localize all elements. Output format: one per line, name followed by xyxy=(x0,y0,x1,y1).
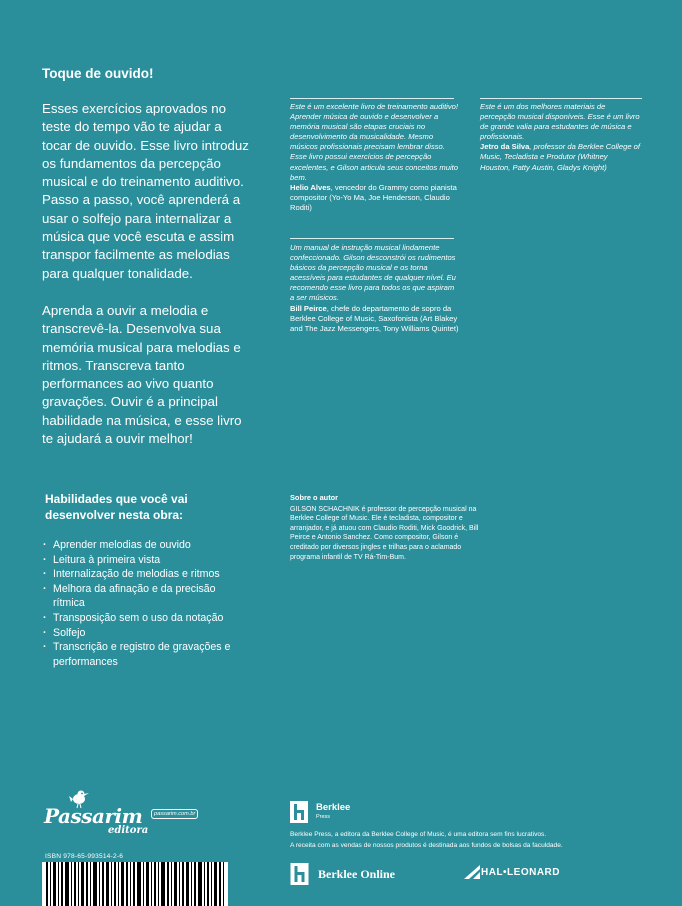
testimonial-author-line xyxy=(480,142,640,172)
hal-leonard-mark-icon xyxy=(464,865,480,879)
testimonial-bill-peirce xyxy=(290,243,460,334)
passarim-name: Passarim xyxy=(44,804,143,828)
divider-quote-3-top xyxy=(480,98,642,99)
testimonial-author-role: , vencedor do Grammy como pianista compositor (Yo-Yo Ma, Joe Henderson, Claudio Roditi) xyxy=(290,182,457,212)
testimonial-author-line xyxy=(290,183,460,213)
testimonial-author: Bill Peirce xyxy=(290,303,327,313)
testimonial-author-role: , professor da Berklee College of Music, Tecladista e Produtor (Whitney Houston, Patty Austin, Gladys Knight) xyxy=(480,142,640,172)
page-heading: Toque de ouvido! xyxy=(42,66,154,81)
testimonial-text: Um manual de instrução musical lindamente confeccionado. Gilson desconstrói os rudimentos básicos da percepção musical e os torna acessíveis para estudantes de qualquer nível. Eu recomendo esse livro para todos os que aspiram a ser músicos. xyxy=(290,243,456,303)
passarim-logo xyxy=(42,787,222,837)
skills-heading: Habilidades que você vai desenvolver nesta obra: xyxy=(45,492,188,522)
barcode-graphic xyxy=(42,862,228,906)
testimonial-author: Jetro da Silva xyxy=(480,142,530,152)
testimonial-author-role: , chefe do departamento de sopro da Berklee College of Music, Saxofonista (Art Blakey and The Jazz Messengers, Tony Williams Quintet) xyxy=(290,303,459,333)
list-item: · Aprender melodias de ouvido xyxy=(42,538,242,553)
berklee-online-mark-icon xyxy=(290,863,309,885)
list-item: · Melhora da afinação e da precisão rítmica xyxy=(42,582,242,611)
testimonial-helio-alves xyxy=(290,102,460,213)
passarim-sub: editora xyxy=(108,825,149,836)
testimonial-jetro-da-silva xyxy=(480,102,640,173)
divider-quote-2-top xyxy=(290,238,454,239)
skills-list xyxy=(42,538,242,669)
testimonial-text: Este é um excelente livro de treinamento auditivo! Aprender música de ouvido e desenvolver a memória musical são etapas cruciais no desenvolvimento da musicalidade. Mesmo músicos profissionais precisam lembrar disso. Esse livro possui exercícios de percepção excelentes, e Gilson articula seus conceitos muito bem. xyxy=(290,102,458,182)
testimonial-author: Helio Alves xyxy=(290,182,331,192)
barcode xyxy=(42,862,228,906)
isbn: ISBN 978-65-993514-2-6 xyxy=(45,853,124,860)
list-item: · Transcrição e registro de gravações e performances xyxy=(42,640,242,669)
list-item: · Solfejo xyxy=(42,626,242,641)
hal-leonard-logo xyxy=(464,864,594,882)
author-bio-heading: Sobre o autor xyxy=(290,493,339,502)
author-bio xyxy=(290,493,480,562)
passarim-site: passarim.com.br xyxy=(151,809,198,819)
testimonial-text: Este é um dos melhores materiais de percepção musical disponíveis. Esse é um livro de grande valia para estudantes de música e profissionais. xyxy=(480,102,640,142)
berklee-note-line-2: A receita com as vendas de nossos produtos é destinada aos fundos de bolsas da faculdade. xyxy=(290,842,563,849)
intro-paragraph-1: Esses exercícios aprovados no teste do tempo vão te ajudar a tocar de ouvido. Esse livro introduz os fundamentos da percepção musical e do treinamento auditivo. Passo a passo, você aprenderá a usar o solfejo para internalizar a música que você escuta e assim transpor facilmente as melodias para qualquer tonalidade. xyxy=(42,101,249,281)
list-item: · Transposição sem o uso da notação xyxy=(42,611,242,626)
berklee-online-name: Berklee Online xyxy=(318,867,395,881)
berklee-note xyxy=(290,829,620,851)
divider-quote-1-top xyxy=(290,98,454,99)
author-bio-text: GILSON SCHACHNIK é professor de percepção musical na Berklee College of Music. Ele é tecladista, compositor e arranjador, e já atuou com Claudio Roditi, Mick Goodrick, Bill Peirce e Antonio Sanchez. Como compositor, Gilson é creditado por diversos jingles e trilhas para o aclamado programa infantil de TV Rá-Tim-Bum. xyxy=(290,505,479,561)
hal-leonard-name: HAL•LEONARD xyxy=(481,867,560,878)
berklee-press-name: Berklee xyxy=(316,802,351,813)
list-item: · Internalização de melodias e ritmos xyxy=(42,567,242,582)
berklee-mark-icon xyxy=(290,801,308,823)
intro-paragraph-2: Aprenda a ouvir a melodia e transcrevê-la. Desenvolva sua memória musical para melodias e ritmos. Transcreva tanto performances ao vivo quanto gravações. Ouvir é a principal habilidade na música, e esse livro te ajudará a ouvir melhor! xyxy=(42,303,242,447)
list-item: · Leitura à primeira vista xyxy=(42,553,242,568)
testimonial-author-line xyxy=(290,304,460,334)
berklee-online-logo xyxy=(290,862,430,886)
berklee-note-line-1: Berklee Press, a editora da Berklee College of Music, é uma editora sem fins lucrativos. xyxy=(290,831,547,838)
berklee-press-sub: Press xyxy=(316,814,331,820)
